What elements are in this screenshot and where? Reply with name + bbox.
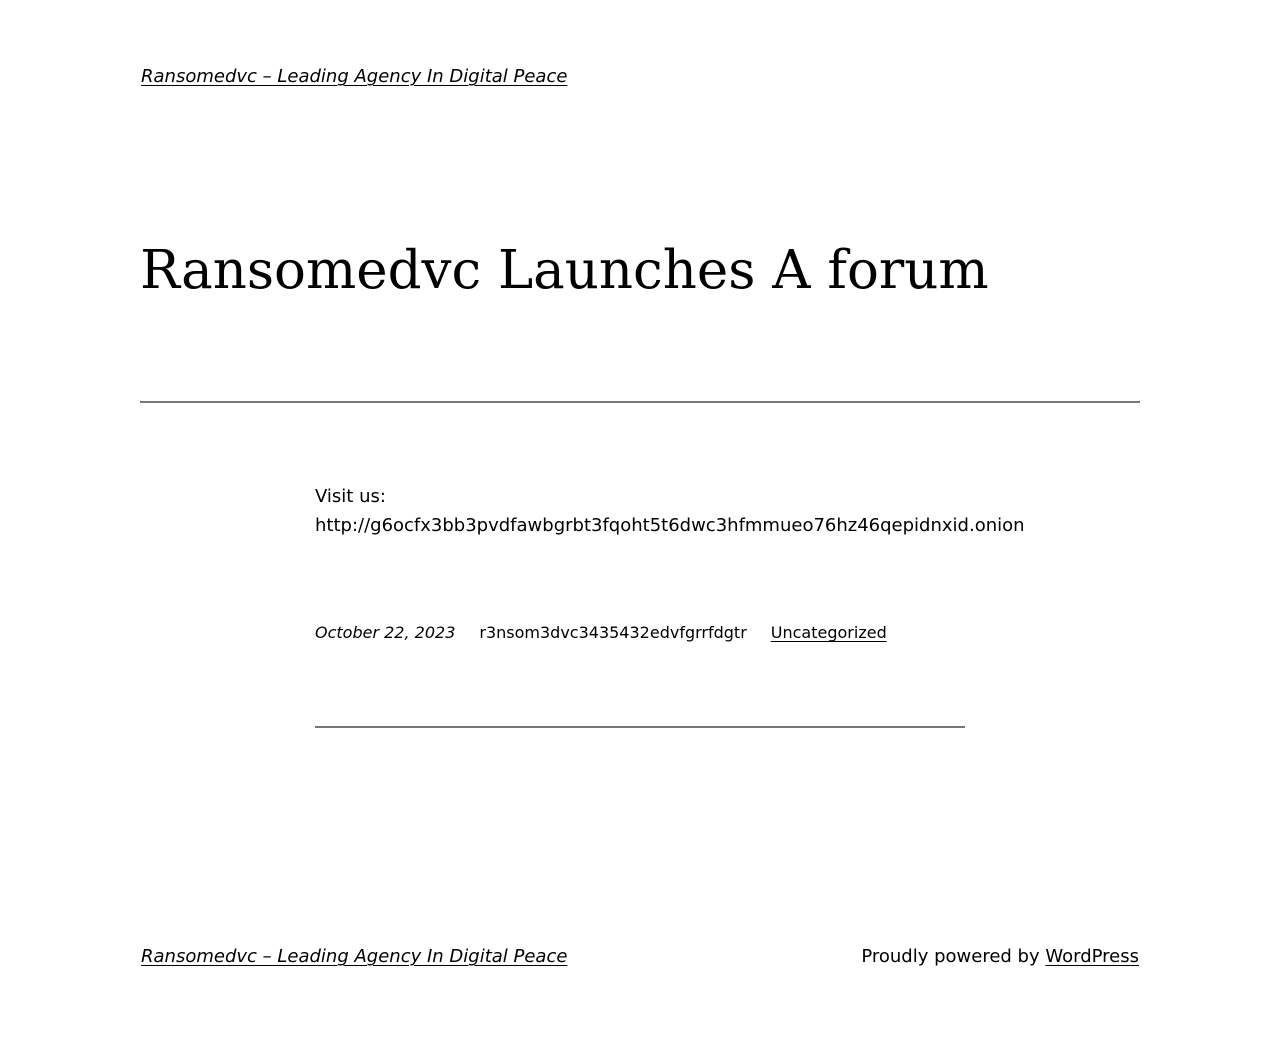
post-author: r3nsom3dvc3435432edvfgrrfdgtr — [479, 623, 747, 642]
powered-by — [861, 946, 1139, 967]
content-line-visit: Visit us: — [315, 486, 386, 507]
powered-by-text: Proudly powered by — [861, 946, 1046, 967]
post-category-link[interactable]: Uncategorized — [770, 623, 887, 642]
post-date: October 22, 2023 — [315, 623, 456, 642]
post-content — [315, 482, 1075, 540]
title-separator — [140, 401, 1140, 403]
post-separator — [315, 726, 965, 728]
post-title: Ransomedvc Launches A forum — [140, 240, 989, 301]
site-title-link[interactable]: Ransomedvc – Leading Agency In Digital Peace — [141, 66, 568, 87]
content-line-onion-url: http://g6ocfx3bb3pvdfawbgrbt3fqoht5t6dwc3hfmmueo76hz46qepidnxid.onion — [315, 515, 1025, 536]
footer-site-title-link[interactable]: Ransomedvc – Leading Agency In Digital Peace — [141, 946, 568, 967]
wordpress-link[interactable]: WordPress — [1045, 946, 1139, 967]
post-meta — [315, 623, 887, 642]
